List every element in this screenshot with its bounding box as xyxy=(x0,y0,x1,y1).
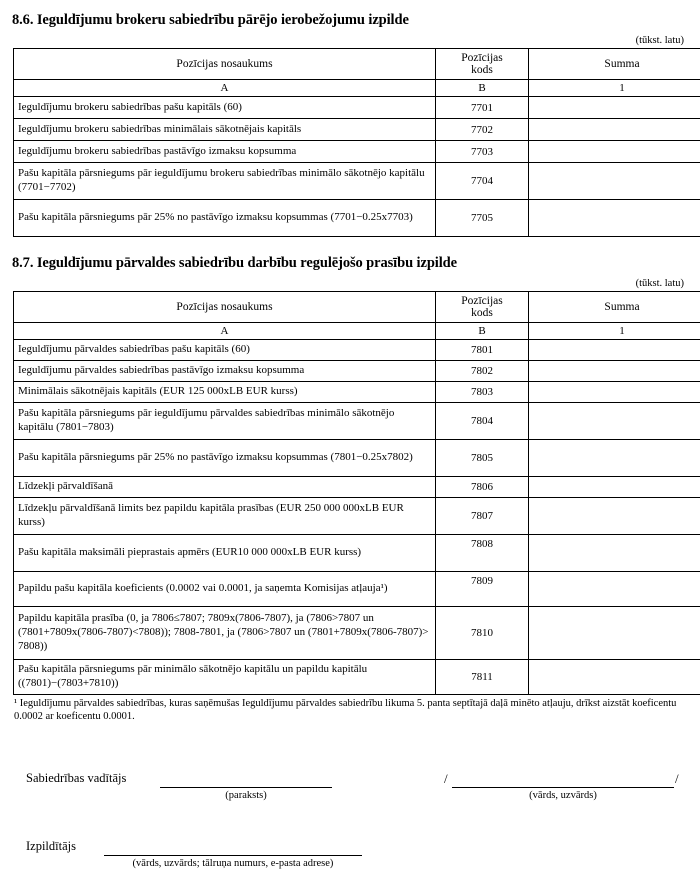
row-code: 7701 xyxy=(436,97,529,119)
row-code: 7702 xyxy=(436,119,529,141)
table-row xyxy=(14,119,700,141)
header-position-code xyxy=(436,292,529,323)
row-name: Ieguldījumu pārvaldes sabiedrības pastāvīgo izmaksu kopsumma xyxy=(14,361,436,382)
row-code: 7808 xyxy=(436,535,529,572)
row-code: 7704 xyxy=(436,163,529,200)
head-signature-caption: (paraksts) xyxy=(160,790,332,801)
row-name: Ieguldījumu brokeru sabiedrības pašu kapitāls (60) xyxy=(14,97,436,119)
table-row xyxy=(14,382,700,403)
row-code: 7703 xyxy=(436,141,529,163)
row-name: Pašu kapitāla pārsniegums pār minimālo sākotnējo kapitālu un papildu kapitālu ((7801)−(7803+7810)) xyxy=(14,660,436,695)
row-sum-input[interactable] xyxy=(529,340,700,361)
slash-left: / xyxy=(444,771,448,787)
header-position-name: Pozīcijas nosaukums xyxy=(14,49,436,80)
row-code: 7705 xyxy=(436,200,529,237)
row-name: Līdzekļu pārvaldīšanā limits bez papildu kapitāla prasības (EUR 250 000 000xLB EUR kurss) xyxy=(14,498,436,535)
row-code: 7804 xyxy=(436,403,529,440)
row-name: Pašu kapitāla pārsniegums pār ieguldījumu brokeru sabiedrības minimālo sākotnējo kapitālu (7701−7702) xyxy=(14,163,436,200)
table-row xyxy=(14,477,700,498)
unit-label-86: (tūkst. latu) xyxy=(12,35,684,46)
row-name: Pašu kapitāla pārsniegums pār 25% no pastāvīgo izmaksu kopsummas (7801−0.25x7802) xyxy=(14,440,436,477)
col-letter-b: B xyxy=(436,80,529,97)
row-name: Papildu kapitāla prasība (0, ja 7806≤7807; 7809x(7806-7807), ja (7806>7807 un (7801+7809x(7806-7807)<7808)); 7808-7801, ja (7806>7807 un (7801+7809x(7806-7807)> 7808)) xyxy=(14,607,436,660)
executor-label: Izpildītājs xyxy=(26,839,76,854)
row-name: Papildu pašu kapitāla koeficients (0.0002 vai 0.0001, ja saņemta Komisijas atļauja¹) xyxy=(14,572,436,607)
table-row xyxy=(14,535,700,572)
header-code-line2: kods xyxy=(440,307,524,319)
col-letter-a: A xyxy=(14,80,436,97)
head-label: Sabiedrības vadītājs xyxy=(26,771,126,786)
row-name: Pašu kapitāla pārsniegums pār 25% no pastāvīgo izmaksu kopsummas (7701−0.25x7703) xyxy=(14,200,436,237)
row-name: Ieguldījumu pārvaldes sabiedrības pašu kapitāls (60) xyxy=(14,340,436,361)
row-code: 7809 xyxy=(436,572,529,607)
header-position-name: Pozīcijas nosaukums xyxy=(14,292,436,323)
section-title-86: 8.6. Ieguldījumu brokeru sabiedrību pārējo ierobežojumu izpilde xyxy=(12,12,688,29)
executor-line[interactable] xyxy=(104,855,362,856)
row-name: Ieguldījumu brokeru sabiedrības pastāvīgo izmaksu kopsumma xyxy=(14,141,436,163)
row-name: Pašu kapitāla maksimāli pieprastais apmērs (EUR10 000 000xLB EUR kurss) xyxy=(14,535,436,572)
row-sum-input[interactable] xyxy=(529,163,700,200)
row-name: Līdzekļi pārvaldīšanā xyxy=(14,477,436,498)
row-sum-input[interactable] xyxy=(529,141,700,163)
col-letter-1: 1 xyxy=(529,323,700,340)
col-letter-a: A xyxy=(14,323,436,340)
row-sum-input[interactable] xyxy=(529,498,700,535)
table-header-row xyxy=(14,292,700,323)
row-code: 7805 xyxy=(436,440,529,477)
row-code: 7811 xyxy=(436,660,529,695)
row-code: 7806 xyxy=(436,477,529,498)
header-code-line1: Pozīcijas xyxy=(440,52,524,64)
table-row xyxy=(14,200,700,237)
table-row xyxy=(14,97,700,119)
header-sum: Summa xyxy=(529,49,700,80)
row-code: 7807 xyxy=(436,498,529,535)
row-sum-input[interactable] xyxy=(529,477,700,498)
table-row xyxy=(14,163,700,200)
table-row xyxy=(14,141,700,163)
row-code: 7802 xyxy=(436,361,529,382)
executor-caption: (vārds, uzvārds; tālruņa numurs, e-pasta adrese) xyxy=(104,858,362,869)
col-letter-b: B xyxy=(436,323,529,340)
row-name: Ieguldījumu brokeru sabiedrības minimālais sākotnējais kapitāls xyxy=(14,119,436,141)
header-sum: Summa xyxy=(529,292,700,323)
row-code: 7810 xyxy=(436,607,529,660)
head-name-line[interactable] xyxy=(452,787,674,788)
row-name: Minimālais sākotnējais kapitāls (EUR 125 000xLB EUR kurss) xyxy=(14,382,436,403)
row-sum-input[interactable] xyxy=(529,97,700,119)
row-code: 7801 xyxy=(436,340,529,361)
signature-block xyxy=(12,769,688,883)
header-position-code xyxy=(436,49,529,80)
col-letter-1: 1 xyxy=(529,80,700,97)
row-sum-input[interactable] xyxy=(529,572,700,607)
header-code-line1: Pozīcijas xyxy=(440,295,524,307)
table-row xyxy=(14,403,700,440)
signature-row-head xyxy=(12,769,688,815)
row-code: 7803 xyxy=(436,382,529,403)
row-sum-input[interactable] xyxy=(529,119,700,141)
row-name: Pašu kapitāla pārsniegums pār ieguldījumu pārvaldes sabiedrības minimālo sākotnējo kapitālu (7801−7803) xyxy=(14,403,436,440)
slash-right: / xyxy=(675,771,679,787)
table-header-row xyxy=(14,49,700,80)
table-column-letters-row xyxy=(14,323,700,340)
row-sum-input[interactable] xyxy=(529,382,700,403)
signature-row-executor xyxy=(12,837,688,883)
table-86 xyxy=(13,48,700,237)
row-sum-input[interactable] xyxy=(529,361,700,382)
row-sum-input[interactable] xyxy=(529,660,700,695)
row-sum-input[interactable] xyxy=(529,403,700,440)
table-row xyxy=(14,498,700,535)
head-name-caption: (vārds, uzvārds) xyxy=(452,790,674,801)
table-row xyxy=(14,361,700,382)
table-row xyxy=(14,660,700,695)
row-sum-input[interactable] xyxy=(529,607,700,660)
table-row xyxy=(14,440,700,477)
row-sum-input[interactable] xyxy=(529,440,700,477)
table-column-letters-row xyxy=(14,80,700,97)
table-87 xyxy=(13,291,700,695)
unit-label-87: (tūkst. latu) xyxy=(12,278,684,289)
table-row xyxy=(14,340,700,361)
header-code-line2: kods xyxy=(440,64,524,76)
section-title-87: 8.7. Ieguldījumu pārvaldes sabiedrību darbību regulējošo prasību izpilde xyxy=(12,255,688,272)
row-sum-input[interactable] xyxy=(529,200,700,237)
footnote-87: ¹ Ieguldījumu pārvaldes sabiedrības, kuras saņēmušas Ieguldījumu pārvaldes sabiedrību likuma 5. panta septītajā daļā minēto atļauju, drīkst aizstāt koeficentu 0.0002 ar koeficentu 0.0001. xyxy=(14,697,688,723)
row-sum-input[interactable] xyxy=(529,535,700,572)
head-signature-line[interactable] xyxy=(160,787,332,788)
table-row xyxy=(14,607,700,660)
table-row xyxy=(14,572,700,607)
